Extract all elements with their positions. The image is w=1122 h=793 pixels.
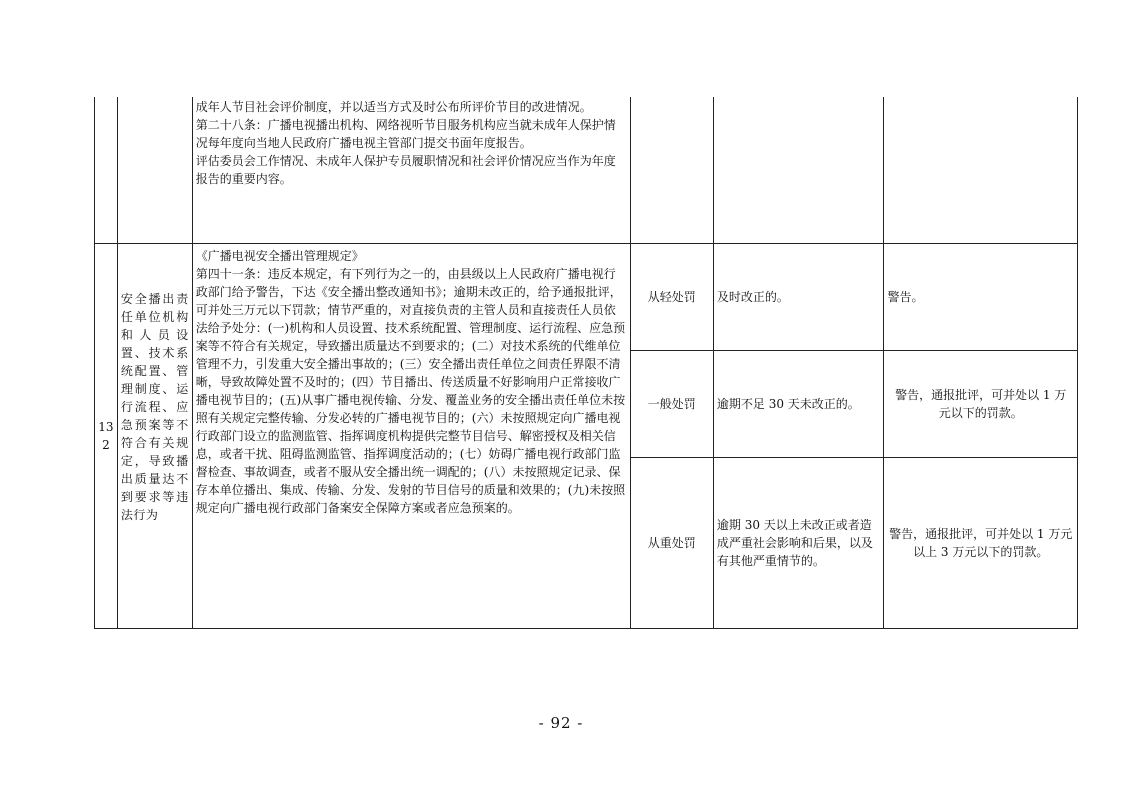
penalty-level: 从轻处罚	[630, 243, 713, 350]
penalty-condition: 及时改正的。	[713, 243, 884, 350]
cell-condition-continued	[713, 97, 884, 243]
penalty-punishment: 警告，通报批评，可并处以 1 万元以上 3 万元以下的罚款。	[884, 457, 1078, 628]
basis-article: 第四十一条：违反本规定，有下列行为之一的，由县级以上人民政府广播电视行政部门给予警告，下达《安全播出整改通知书》；逾期未改正的，给予通报批评，可并处三万元以下罚款；情节严重的，对直接负责的主管人员和直接责任人员依法给予处分：(一)机构和人员设置、技术系统配置、管理制度、运行流程、应急预案等不符合有关规定，导致播出质量达不到要求的；(二）对技术系统的代维单位管理不力，引发重大安全播出事故的；(三）安全播出责任单位之间责任界限不清晰，导致故障处置不及时的；(四）节目播出、传送质量不好影响用户正常接收广播电视节目的；(五)从事广播电视传输、分发、覆盖业务的安全播出责任单位未按照有关规定完整传输、分发必转的广播电视节目的；(六）未按照规定向广播电视行政部门设立的监测监管、指挥调度机构提供完整节目信号、解密授权及相关信息，或者干扰、阻碍监测监管、指挥调度活动的；(七）妨碍广播电视行政部门监督检查、事故调查，或者不服从安全播出统一调配的；(八）未按照规定记录、保存本单位播出、集成、传输、分发、发射的节目信号的质量和效果的；(九)未按照规定向广播电视行政部门备案安全保障方案或者应急预案的。	[195, 266, 626, 515]
penalty-condition: 逾期不足 30 天未改正的。	[713, 350, 884, 457]
cell-basis-continued	[192, 97, 630, 243]
table-row-continued	[95, 97, 1078, 243]
cell-item	[117, 243, 192, 628]
cell-punishment-continued	[884, 97, 1078, 243]
cell-number-continued	[95, 97, 118, 243]
penalty-punishment: 警告，通报批评，可并处以 1 万元以下的罚款。	[884, 350, 1078, 457]
penalty-level: 一般处罚	[630, 350, 713, 457]
table-row	[95, 243, 1078, 350]
penalty-table	[94, 97, 1078, 629]
penalty-level: 从重处罚	[630, 457, 713, 628]
item-text: 安全播出责任单位机构和人员设置、技术系统配置、管理制度、运行流程、应急预案等不符合有关规定，导致播出质量达不到要求等违法行为	[120, 291, 189, 522]
cell-item-continued	[117, 97, 192, 243]
basis-paragraph: 成年人节目社会评价制度，并以适当方式及时公布所评价节目的改进情况。	[195, 100, 592, 114]
page-number: - 92 -	[538, 714, 584, 732]
penalty-condition: 逾期 30 天以上未改正或者造成严重社会影响和后果，以及有其他严重情节的。	[713, 457, 884, 628]
penalty-punishment: 警告。	[884, 243, 1078, 350]
basis-paragraph: 评估委员会工作情况、未成年人保护专员履职情况和社会评价情况应当作为年度报告的重要内容。	[195, 154, 616, 186]
basis-title: 《广播电视安全播出管理规定》	[195, 248, 364, 263]
row-number: 132	[95, 243, 118, 628]
basis-paragraph: 第二十八条：广播电视播出机构、网络视听节目服务机构应当就未成年人保护情况每年度向当地人民政府广播电视主管部门提交书面年度报告。	[195, 118, 616, 150]
cell-level-continued	[630, 97, 713, 243]
cell-basis	[192, 243, 630, 628]
